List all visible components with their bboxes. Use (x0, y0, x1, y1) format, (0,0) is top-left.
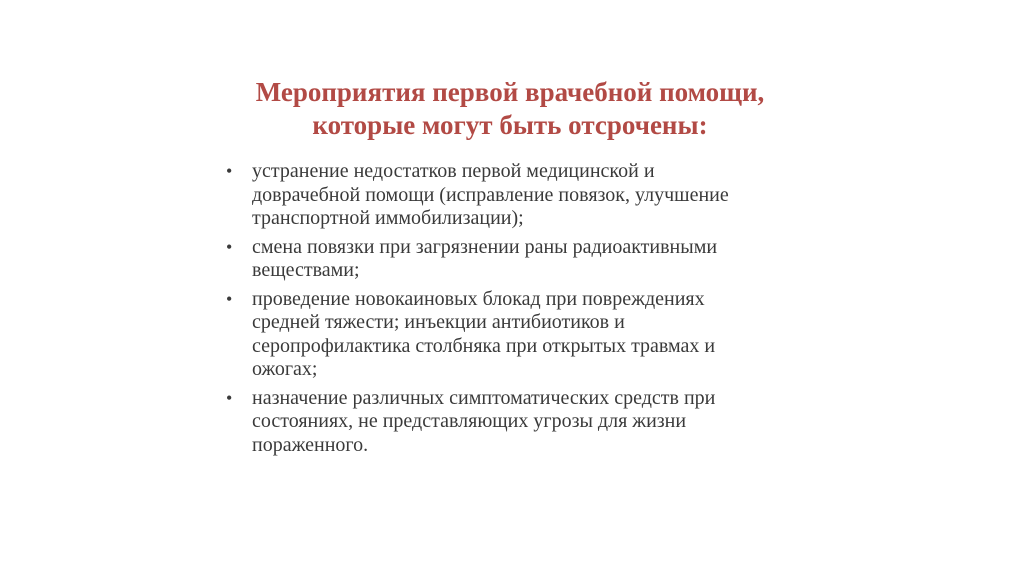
list-item (222, 160, 802, 231)
list-item (222, 387, 802, 458)
list-item-text: проведение новокаиновых блокад при повреждениях (252, 287, 705, 310)
slide-title-line: которые могут быть отсрочены: (312, 110, 708, 140)
list-item-text: состояниях, не представляющих угрозы для жизни (252, 410, 687, 432)
list-item-text: серопрофилактика столбняка при открытых травмах и (252, 334, 716, 357)
slide-title-line: Мероприятия первой врачебной помощи, (255, 77, 765, 107)
list-item-text: доврачебной помощи (исправление повязок, улучшение (252, 183, 729, 206)
list-item-text: смена повязки при загрязнении раны радиоактивными (252, 235, 718, 258)
bullet-list (222, 160, 802, 462)
list-item-text: веществами; (252, 259, 360, 281)
bullet-icon: • (226, 387, 233, 408)
list-item-text: устранение недостатков первой медицинской и (252, 160, 655, 182)
list-item-text: пораженного. (252, 433, 369, 456)
list-item-text: назначение различных симптоматических средств при (252, 386, 716, 409)
bullet-icon: • (226, 161, 233, 181)
list-item-text: средней тяжести; инъекции антибиотиков и (252, 311, 625, 333)
list-item (222, 288, 802, 382)
slide-title (150, 76, 870, 142)
list-item-text: ожогах; (252, 358, 318, 380)
list-item-text: транспортной иммобилизации); (252, 207, 524, 229)
bullet-icon: • (226, 236, 233, 257)
bullet-icon: • (226, 288, 233, 309)
list-item (222, 236, 802, 283)
